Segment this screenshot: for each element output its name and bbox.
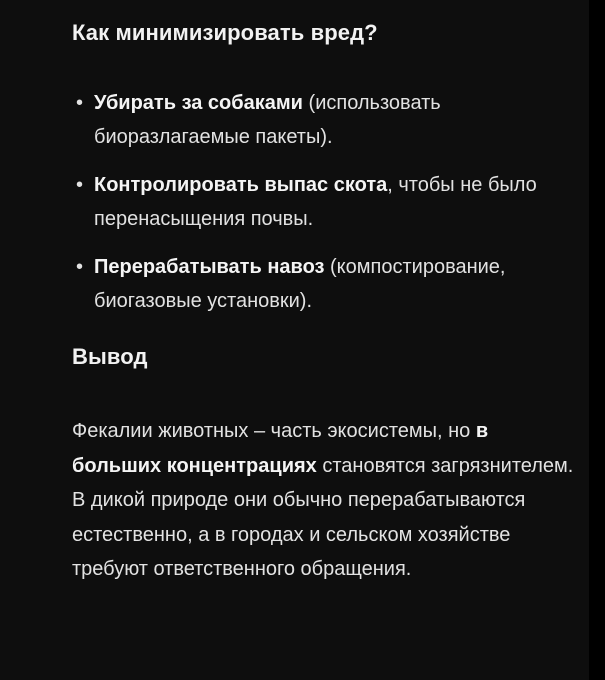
list-item-text: (использовать биоразлагаемые пакеты). xyxy=(94,92,441,148)
list-item-text: , чтобы не было перенасыщения почвы. xyxy=(94,174,537,230)
bullet-icon: • xyxy=(76,174,84,196)
list-item-bold: Перерабатывать навоз xyxy=(94,256,325,278)
bullet-icon: • xyxy=(76,256,84,278)
list-item-bold: Убирать за собаками xyxy=(94,92,303,114)
list-item xyxy=(72,250,577,318)
section-heading-conclusion: Вывод xyxy=(72,344,148,369)
conclusion-text-bold: в больших концентрациях xyxy=(72,420,489,477)
list-item xyxy=(72,168,577,236)
section-heading-harm-reduction: Как минимизировать вред? xyxy=(72,20,378,45)
conclusion-text-part2: становятся загрязнителем. В дикой природе они обычно перерабатываются естественно, а в городах и сельском хозяйстве требуют ответственного обращения. xyxy=(72,454,574,580)
list-item xyxy=(72,86,577,154)
bullet-icon: • xyxy=(76,92,84,114)
list-item-bold: Контролировать выпас скота xyxy=(94,174,388,196)
conclusion-text-part1: Фекалии животных – часть экосистемы, но xyxy=(72,420,476,442)
harm-reduction-list xyxy=(72,86,577,318)
list-item-text: (компостирование, биогазовые установки). xyxy=(94,256,506,312)
message-content xyxy=(72,16,577,587)
conclusion-paragraph xyxy=(72,414,577,587)
